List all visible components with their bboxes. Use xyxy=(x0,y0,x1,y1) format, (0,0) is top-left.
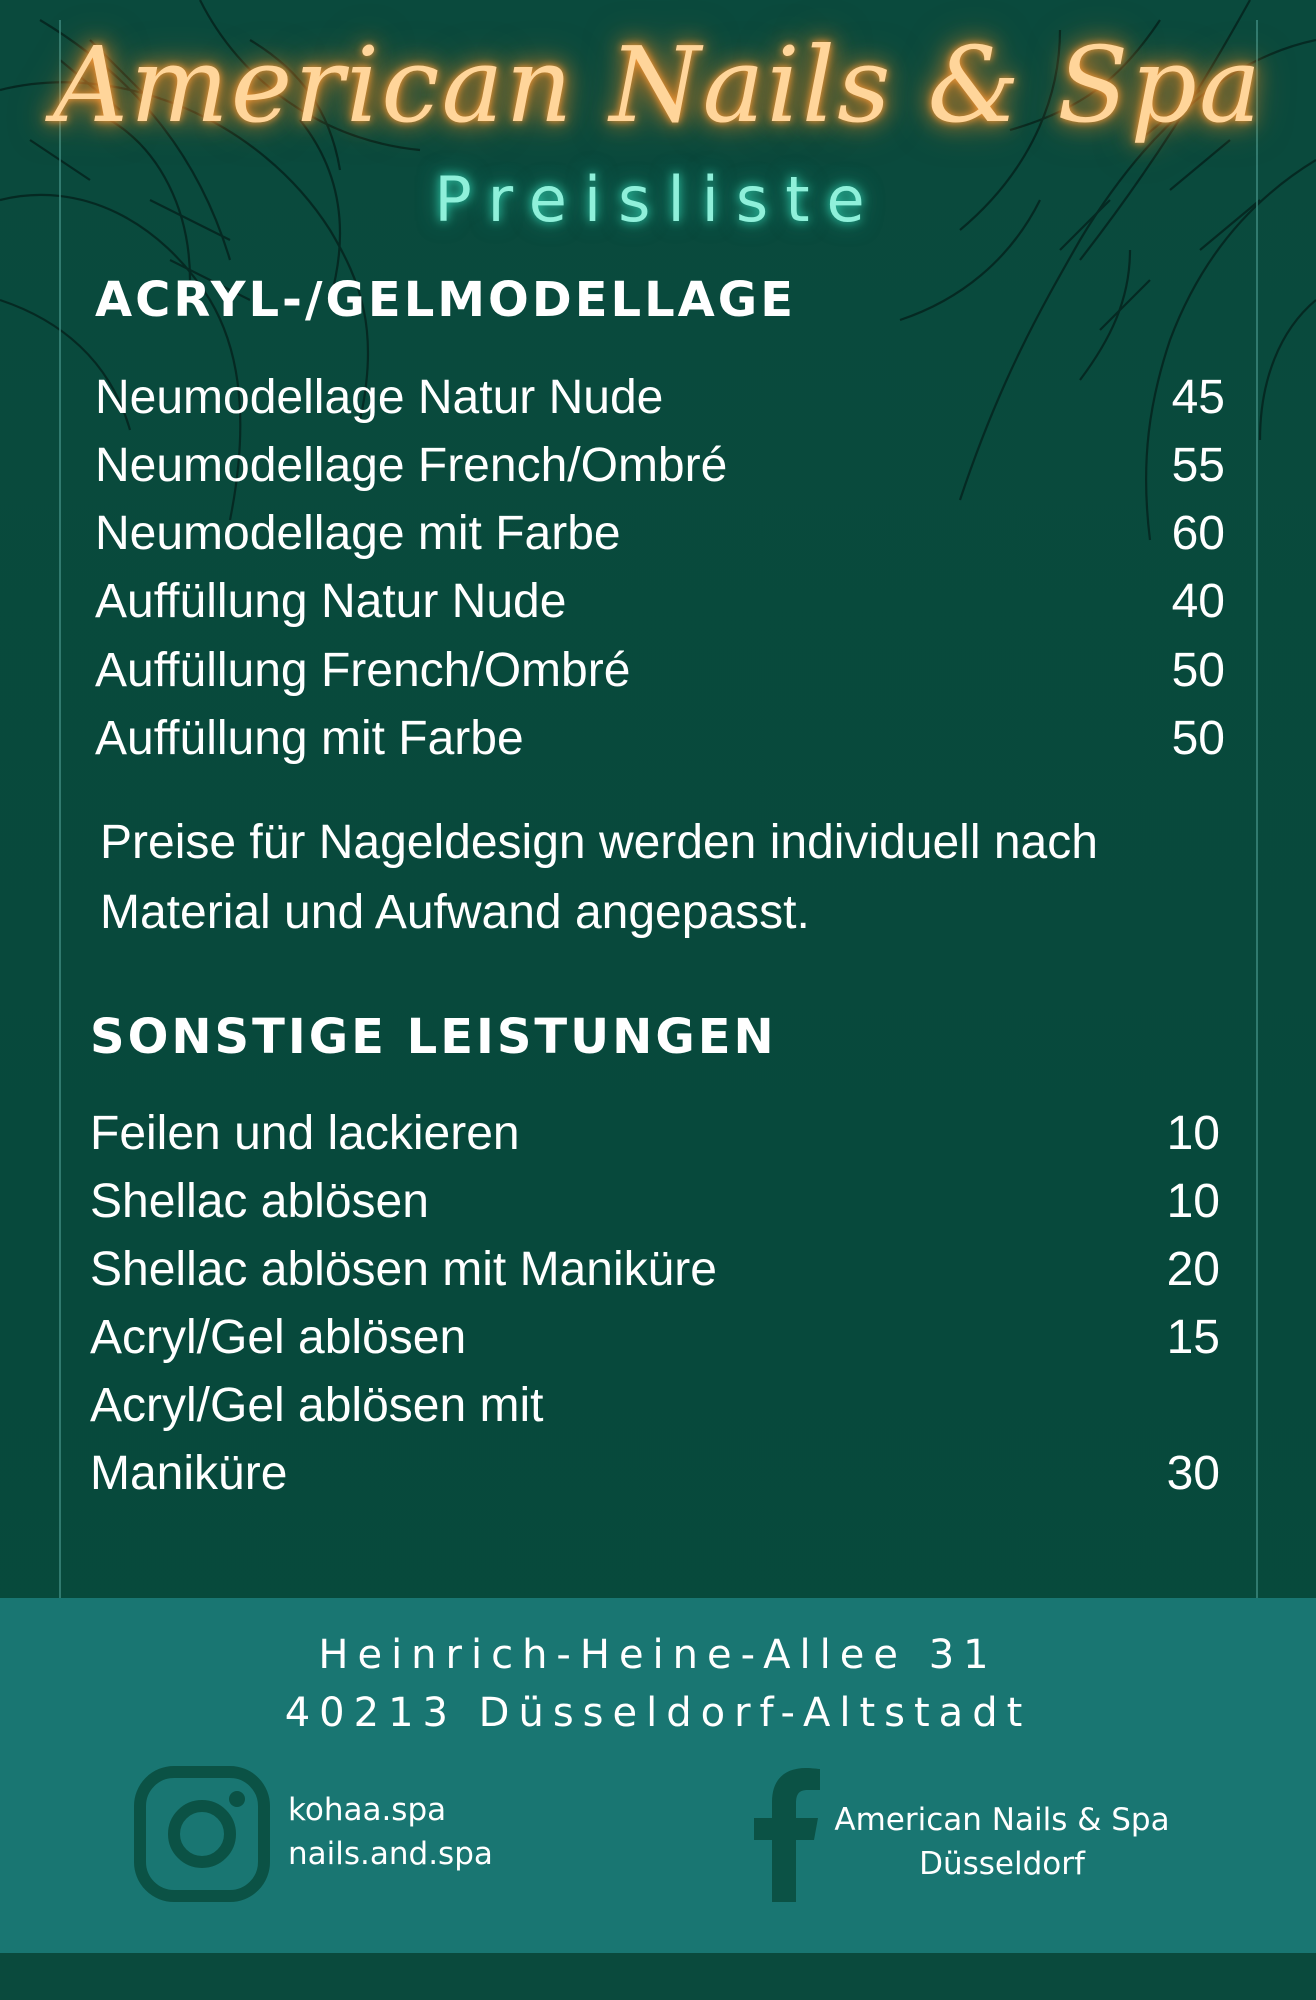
service-name: Feilen und lackieren xyxy=(90,1107,520,1160)
service-name: Neumodellage French/Ombré xyxy=(95,439,728,492)
price-row xyxy=(95,705,1225,773)
price-row xyxy=(90,1372,1220,1508)
price-row xyxy=(90,1236,1220,1304)
instagram-handle-2[interactable]: nails.and.spa xyxy=(288,1836,493,1872)
service-name: Acryl/Gel ablösen xyxy=(90,1311,467,1364)
price-row xyxy=(95,432,1225,500)
design-price-note: Preise für Nageldesign werden individuell nach Material und Aufwand angepasst. xyxy=(100,816,1098,939)
footer-bottom-band xyxy=(0,1953,1316,2000)
price-list-subtitle: Preisliste xyxy=(434,163,882,236)
price-row xyxy=(95,637,1225,705)
service-name: Neumodellage Natur Nude xyxy=(95,371,664,424)
service-name: Shellac ablösen xyxy=(90,1175,429,1228)
contact-footer xyxy=(0,1598,1316,1953)
service-price: 10 xyxy=(1166,1107,1220,1160)
service-name: Auffüllung mit Farbe xyxy=(95,712,524,765)
service-name: Auffüllung French/Ombré xyxy=(95,644,631,697)
instagram-icon xyxy=(134,1766,270,1902)
service-price: 20 xyxy=(1166,1243,1220,1296)
section-title-acryl: ACRYL-/GELMODELLAGE xyxy=(95,272,796,328)
service-price: 30 xyxy=(1166,1447,1220,1500)
service-price: 40 xyxy=(1171,575,1225,628)
service-name: Auffüllung Natur Nude xyxy=(95,575,567,628)
service-price: 10 xyxy=(1166,1175,1220,1228)
price-row xyxy=(95,568,1225,636)
service-name: Shellac ablösen mit Maniküre xyxy=(90,1243,717,1296)
facebook-page-city[interactable]: Düsseldorf xyxy=(919,1846,1085,1882)
address-city: 40213 Düsseldorf-Altstadt xyxy=(284,1690,1032,1736)
price-row xyxy=(90,1304,1220,1372)
service-price: 45 xyxy=(1171,371,1225,424)
service-name: Acryl/Gel ablösen mit Maniküre xyxy=(90,1379,544,1500)
service-name: Neumodellage mit Farbe xyxy=(95,507,621,560)
price-row xyxy=(95,500,1225,568)
price-row xyxy=(90,1168,1220,1236)
facebook-icon xyxy=(752,1766,820,1902)
service-price: 50 xyxy=(1171,712,1225,765)
address-street: Heinrich-Heine-Allee 31 xyxy=(318,1632,998,1678)
section-title-sonstige: SONSTIGE LEISTUNGEN xyxy=(90,1009,777,1065)
business-title: American Nails & Spa xyxy=(53,24,1263,146)
price-row xyxy=(90,1100,1220,1168)
service-price: 55 xyxy=(1171,439,1225,492)
service-price: 60 xyxy=(1171,507,1225,560)
price-row xyxy=(95,364,1225,432)
facebook-page-name[interactable]: American Nails & Spa xyxy=(834,1802,1170,1838)
service-price: 50 xyxy=(1171,644,1225,697)
instagram-handle-1[interactable]: kohaa.spa xyxy=(288,1792,447,1828)
service-price: 15 xyxy=(1166,1311,1220,1364)
